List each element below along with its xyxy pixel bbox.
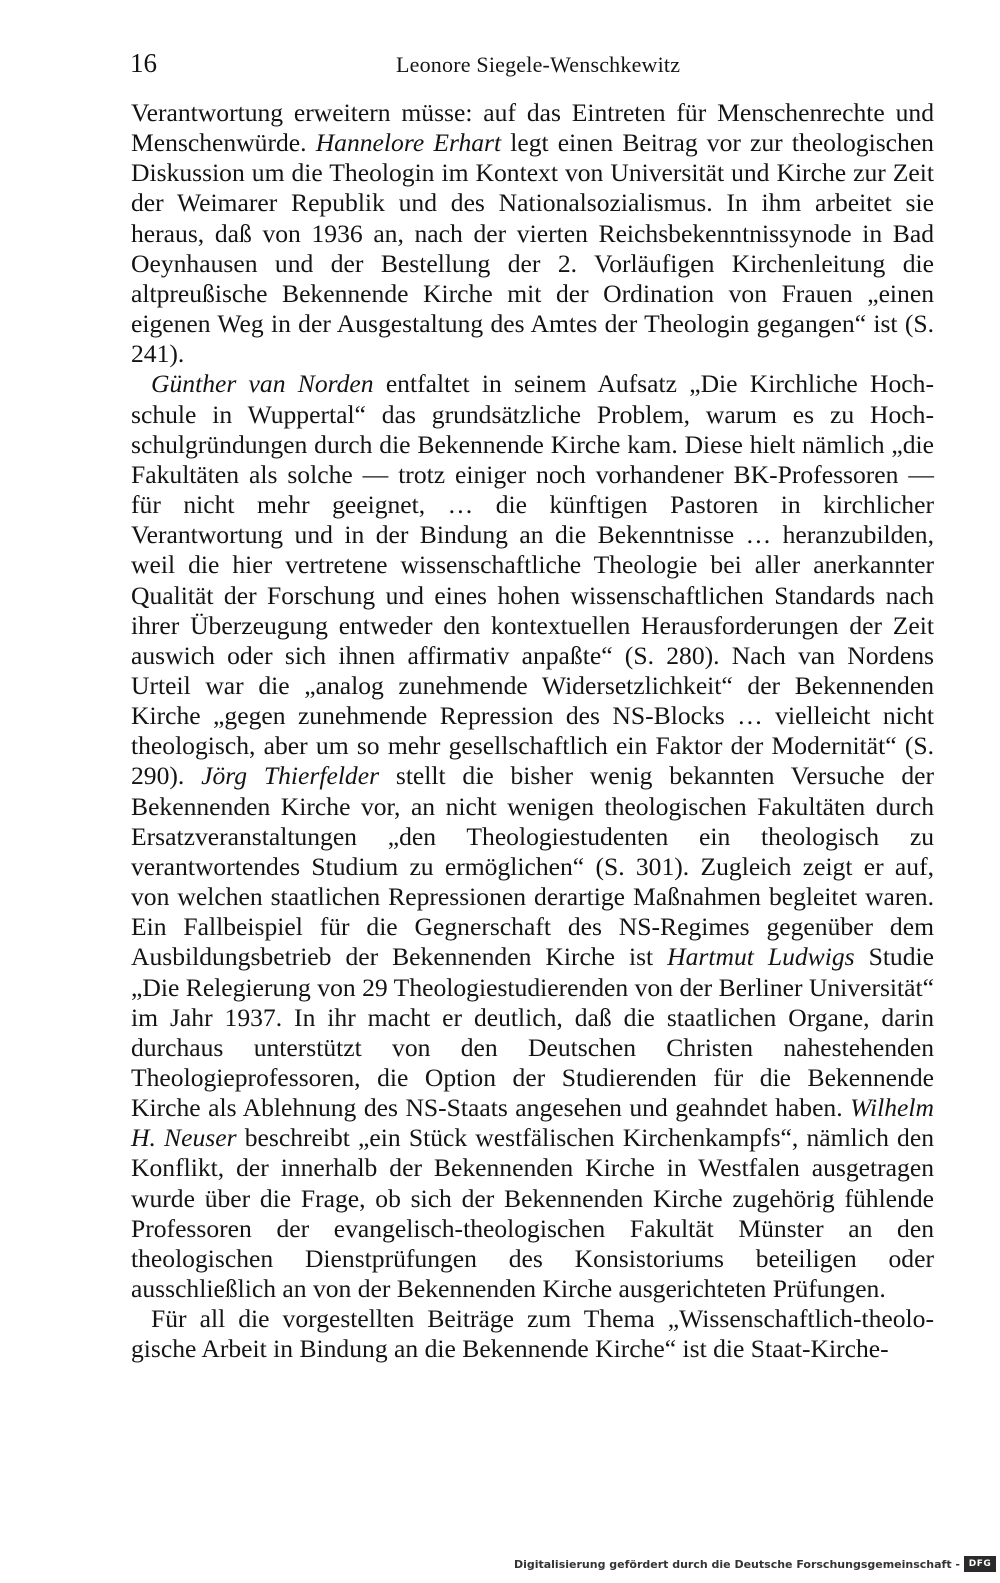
author-name: Hannelore Erhart	[315, 128, 502, 158]
page-header	[0, 0, 1000, 90]
author-name: Jörg Thierfelder	[201, 761, 380, 791]
text-run: legt einen Beitrag vor zur theologischen Diskussion um die Theologin im Kontext von Universität und Kirche zur Zeit der Weimarer Republik und des Nationalsozialismus. In ihm arbeitet sie heraus, daß von 1936 an, nach der vierten Reichsbekenntnissynode in Bad Oeynhausen und der Bestellung der 2. Vorläufigen Kirchenleitung die altpreußische Bekennende Kirche mit der Ordination von Frauen „einen eigenen Weg in der Ausgestaltung des Amtes der Theologin gegangen“ ist (S. 241).	[131, 128, 934, 369]
body-text	[131, 98, 934, 1365]
running-head: Leonore Siegele-Wenschkewitz	[396, 52, 681, 77]
text-run: Studie „Die Relegierung von 29 Theologiestudierenden von der Berliner Universität“ im Jahr 1937. In ihr macht er deutlich, daß die staatlichen Organe, darin durchaus unterstützt von den Deutschen Christen nahestehenden Theologieprofessoren, die Option der Studierenden für die Bekennende Kirche als Ablehnung des NS-Staats angesehen und geahndet haben.	[131, 942, 934, 1123]
dfg-logo: DFG	[964, 1556, 996, 1572]
author-name: Wilhelm H. Neuser	[131, 1093, 934, 1153]
paragraph	[131, 1304, 934, 1364]
digitization-footer	[0, 1546, 1000, 1583]
text-run: beschreibt „ein Stück westfälischen Kirchenkampfs“, nämlich den Konflikt, der innerhalb der Bekennenden Kirche in Westfalen ausgetragen wurde über die Frage, ob sich der Bekennenden Kirche zugehörig fühlende Professoren der evangelisch-theologischen Fakultät Münster an den theologischen Dienstprüfungen des Konsistoriums beteiligen oder ausschließlich an von der Bekennenden Kirche ausgerichteten Prüfungen.	[131, 1123, 935, 1304]
page-number: 16	[130, 48, 157, 78]
footer-credit: Digitalisierung gefördert durch die Deutsche Forschungsgemeinschaft -	[513, 1558, 960, 1571]
paragraph	[131, 369, 934, 1304]
text-run: Verantwortung erweitern müsse: auf das Eintreten für Menschenrechte und Menschenwürde.	[131, 98, 934, 158]
text-run: stellt die bisher wenig bekannten Versuche der Bekennenden Kirche vor, an nicht wenigen theologischen Fakultäten durch Ersatzveranstaltungen „den Theologiestudenten ein theologisch zu verantwortendes Studium zu ermöglichen“ (S. 301). Zugleich zeigt er auf, von welchen staatlichen Repressionen derartige Maßnahmen begleitet waren. Ein Fallbeispiel für die Gegnerschaft des NS-Regimes gegenüber dem Ausbildungsbetrieb der Bekennenden Kirche ist	[131, 761, 935, 972]
paragraph	[131, 98, 934, 369]
text-run: entfaltet in seinem Aufsatz „Die Kirchliche Hochschule in Wuppertal“ das grundsätzliche Problem, warum es zu Hochschulgründungen durch die Bekennende Kirche kam. Diese hielt nämlich „die Fakultäten als solche — trotz einiger noch vorhandener BK-Professoren — für nicht mehr geeignet, … die künftigen Pastoren in kirchlicher Verantwortung und in der Bindung an die Bekenntnisse … heranzubilden, weil die hier vertretene wissenschaftliche Theologie bei aller anerkannter Qualität der Forschung und eines hohen wissenschaftlichen Standards nach ihrer Überzeugung entweder den kontextuellen Herausforderungen der Zeit auswich oder sich ihnen affirmativ anpaßte“ (S. 280). Nach van Nordens Urteil war die „analog zunehmende Widersetzlichkeit“ der Bekennenden Kirche „gegen zunehmende Repression des NS-Blocks … vielleicht nicht theologisch, aber um so mehr gesellschaftlich ein Faktor der Modernität“ (S. 290).	[131, 369, 934, 791]
author-name: Günther van Norden	[151, 369, 374, 399]
text-run: Für all die vorgestellten Beiträge zum Thema „Wissenschaftlich-theologische Arbeit in Bindung an die Bekennende Kirche“ ist die Staat-Kirche-	[131, 1304, 934, 1364]
author-name: Hartmut Ludwigs	[667, 942, 855, 972]
